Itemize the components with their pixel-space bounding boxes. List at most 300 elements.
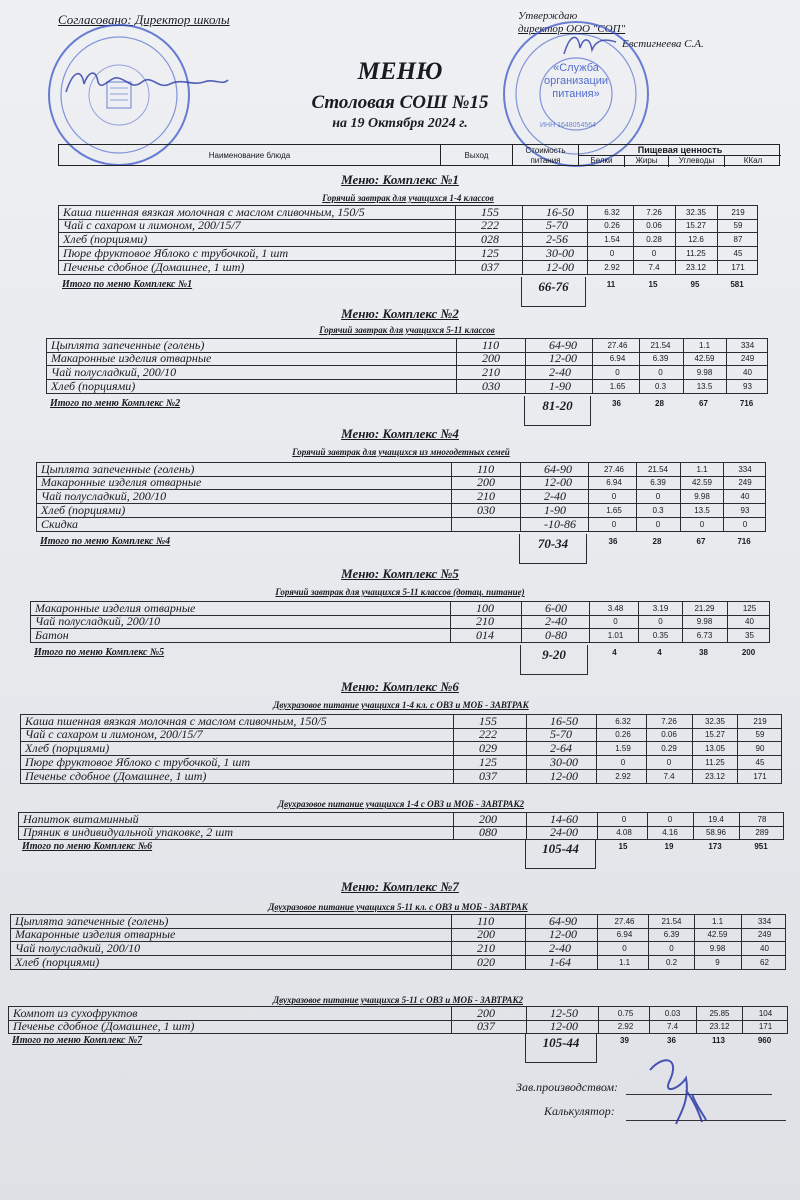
nutrition-proteins: 27.46 <box>607 341 628 350</box>
nutrition-fats: 0.35 <box>652 631 669 640</box>
total-carbs: 67 <box>699 399 708 408</box>
dish-output: 037 <box>481 260 499 274</box>
section-title: Меню: Комплекс №5 <box>341 566 459 581</box>
cell-divider <box>453 770 454 783</box>
menu-row <box>58 247 758 261</box>
nutrition-kcal: 40 <box>760 944 769 953</box>
nutrition-proteins: 0.26 <box>615 730 631 739</box>
dish-price: 14-60 <box>550 812 578 826</box>
nutrition-fats: 0.28 <box>646 235 662 244</box>
menu-row <box>30 629 770 643</box>
col-cost: Стоимость питания <box>513 145 579 165</box>
nutrition-fats: 7.4 <box>666 1022 679 1031</box>
dish-price: 64-90 <box>544 462 572 476</box>
nutrition-fats: 0 <box>658 617 663 626</box>
cell-divider <box>596 756 597 769</box>
col-proteins: Белки <box>579 156 625 167</box>
dish-price: 64-90 <box>549 338 577 352</box>
cell-divider <box>450 602 451 615</box>
menu-title: МЕНЮ <box>357 58 443 85</box>
nutrition-proteins: 0 <box>615 368 620 377</box>
nutrition-fats: 4.16 <box>662 828 678 837</box>
cell-divider <box>520 518 521 531</box>
dish-price: 30-00 <box>546 246 574 260</box>
section-total-price: 70-34 <box>519 534 587 564</box>
cell-divider <box>597 928 598 941</box>
menu-row <box>10 928 786 942</box>
dish-output: 030 <box>477 503 495 517</box>
menu-row <box>20 756 782 770</box>
cell-divider <box>526 728 527 741</box>
cell-divider <box>522 247 523 260</box>
cell-divider <box>521 615 522 628</box>
nutrition-kcal: 171 <box>731 263 745 272</box>
nutrition-proteins: 1.01 <box>607 631 624 640</box>
cell-divider <box>589 602 590 615</box>
nutrition-carbs: 9 <box>715 958 720 967</box>
nutrition-proteins: 1.65 <box>609 382 626 391</box>
cell-divider <box>596 770 597 783</box>
nutrition-carbs: 1.1 <box>698 341 711 350</box>
nutrition-proteins: 1.65 <box>606 506 622 515</box>
total-kcal: 200 <box>741 648 756 657</box>
nutrition-fats: 6.39 <box>650 478 666 487</box>
section-total-label: Итого по меню Комплекс №1 <box>62 279 193 290</box>
col-carbs: Углеводы <box>669 156 725 167</box>
section-total-label: Итого по меню Комплекс №5 <box>34 647 165 658</box>
nutrition-proteins: 0 <box>613 617 618 626</box>
nutrition-kcal: 62 <box>760 958 769 967</box>
dish-price: 16-50 <box>546 205 574 219</box>
nutrition-carbs: 13.5 <box>696 382 713 391</box>
dish-name: Чай полусладкий, 200/10 <box>41 489 167 503</box>
nutrition-kcal: 249 <box>738 478 752 487</box>
nutrition-kcal: 334 <box>757 917 772 926</box>
nutrition-fats: 21.54 <box>647 465 669 474</box>
nutrition-fats: 0 <box>655 492 661 501</box>
cell-divider <box>520 463 521 476</box>
section-total-label: Итого по меню Комплекс №4 <box>40 536 171 547</box>
dish-output: 110 <box>477 914 495 928</box>
nutrition-kcal: 289 <box>755 828 769 837</box>
nutrition-fats: 0.3 <box>654 382 667 391</box>
cell-divider <box>455 233 456 246</box>
dish-name: Чай полусладкий, 200/10 <box>15 941 141 955</box>
total-kcal: 960 <box>757 1036 772 1045</box>
dish-price: 2-40 <box>549 941 571 955</box>
cell-divider <box>588 518 589 531</box>
nutrition-carbs: 11.25 <box>686 249 706 258</box>
nutrition-kcal: 45 <box>733 249 743 258</box>
cell-divider <box>597 942 598 955</box>
dish-name: Чай полусладкий, 200/10 <box>35 614 161 628</box>
cell-divider <box>587 261 588 274</box>
dish-output: 222 <box>479 727 497 741</box>
dish-name: Пюре фруктовое Яблоко с трубочкой, 1 шт <box>25 755 251 769</box>
menu-row <box>20 728 782 742</box>
nutrition-fats: 0 <box>667 815 673 824</box>
nutrition-kcal: 334 <box>740 341 755 350</box>
total-fats: 36 <box>667 1036 676 1045</box>
nutrition-carbs: 15.27 <box>685 221 707 230</box>
nutrition-proteins: 6.94 <box>609 354 626 363</box>
dish-name: Каша пшенная вязкая молочная с маслом сливочным, 150/5 <box>63 205 365 219</box>
menu-row <box>8 1020 788 1034</box>
nutrition-carbs: 32.35 <box>704 717 726 726</box>
total-proteins: 11 <box>606 280 616 289</box>
menu-row <box>10 942 786 956</box>
cell-divider <box>456 380 457 393</box>
dish-output: 210 <box>477 489 495 503</box>
menu-row <box>20 742 782 756</box>
nutrition-carbs: 9.98 <box>709 944 726 953</box>
cell-divider <box>588 504 589 517</box>
nutrition-fats: 7.26 <box>646 208 662 217</box>
section-title: Меню: Комплекс №6 <box>341 679 459 694</box>
section-total-price: 105-44 <box>525 839 596 869</box>
menu-row <box>46 352 768 366</box>
dish-price: 1-90 <box>544 503 566 517</box>
cell-divider <box>456 366 457 379</box>
group-subtitle: Горячий завтрак для учащихся 1-4 классов <box>322 193 494 203</box>
dish-name: Макаронные изделия отварные <box>35 601 196 615</box>
dish-output: 222 <box>481 218 499 232</box>
dish-price: 12-00 <box>544 475 572 489</box>
cell-divider <box>598 1007 599 1020</box>
dish-output: 110 <box>482 338 500 352</box>
nutrition-carbs: 11.25 <box>705 758 725 767</box>
nutrition-proteins: 4.08 <box>616 828 632 837</box>
total-kcal: 716 <box>737 537 751 546</box>
dish-name: Хлеб (порциями) <box>63 232 148 246</box>
dish-price: 0-80 <box>545 628 567 642</box>
cell-divider <box>596 728 597 741</box>
cell-divider <box>526 715 527 728</box>
total-fats: 4 <box>657 648 662 657</box>
nutrition-fats: 0 <box>669 944 674 953</box>
nutrition-fats: 0 <box>655 520 661 529</box>
group-subtitle: Двухразовое питание учащихся 5-11 с ОВЗ и МОБ - ЗАВТРАК2 <box>272 995 524 1005</box>
dish-name: Хлеб (порциями) <box>15 955 100 969</box>
cell-divider <box>592 380 593 393</box>
group-subtitle: Горячий завтрак для учащихся 5-11 классов (дотац. питание) <box>275 587 525 597</box>
nutrition-kcal: 78 <box>757 815 767 824</box>
nutrition-proteins: 2.92 <box>617 1022 634 1031</box>
cell-divider <box>597 915 598 928</box>
nutrition-fats: 6.39 <box>652 354 669 363</box>
nutrition-carbs: 1.1 <box>711 917 724 926</box>
dish-name: Цыплята запеченные (голень) <box>51 338 205 352</box>
cell-divider <box>521 602 522 615</box>
nutrition-carbs: 23.12 <box>709 1022 730 1031</box>
nutrition-carbs: 13.05 <box>704 744 726 753</box>
cell-divider <box>587 206 588 219</box>
dish-output: 200 <box>482 351 500 365</box>
nutrition-kcal: 171 <box>758 1022 773 1031</box>
nutrition-proteins: 6.94 <box>606 478 622 487</box>
col-nutrition: Пищевая ценность <box>579 145 781 156</box>
cell-divider <box>526 742 527 755</box>
dish-output: 037 <box>477 1019 495 1033</box>
dish-output: 210 <box>476 614 494 628</box>
cell-divider <box>589 629 590 642</box>
nutrition-carbs: 23.12 <box>704 772 726 781</box>
cell-divider <box>455 219 456 232</box>
dish-price: 2-40 <box>549 365 571 379</box>
company-seal-text: «Служба организации питания» <box>543 62 609 100</box>
dish-name: Макаронные изделия отварные <box>15 927 176 941</box>
dish-name: Компот из сухофруктов <box>13 1006 138 1020</box>
cell-divider <box>592 366 593 379</box>
nutrition-kcal: 45 <box>755 758 765 767</box>
dish-price: 5-70 <box>550 727 572 741</box>
nutrition-proteins: 6.32 <box>615 717 631 726</box>
dish-output: 080 <box>479 825 497 839</box>
dish-price: 1-64 <box>549 955 571 969</box>
nutrition-kcal: 40 <box>745 617 754 626</box>
nutrition-proteins: 0 <box>611 520 617 529</box>
menu-row <box>36 518 766 532</box>
dish-name: Напиток витаминный <box>23 812 139 826</box>
dish-price: 12-00 <box>550 1019 578 1033</box>
nutrition-kcal: 90 <box>755 744 765 753</box>
nutrition-carbs: 58.96 <box>705 828 727 837</box>
approval-right-line1: Утверждаю <box>518 10 578 22</box>
nutrition-fats: 6.39 <box>663 930 680 939</box>
cell-divider <box>456 339 457 352</box>
dish-price: 12-00 <box>550 769 578 783</box>
nutrition-carbs: 19.4 <box>708 815 724 824</box>
section-total-price: 81-20 <box>524 396 591 426</box>
nutrition-fats: 7.4 <box>663 772 675 781</box>
nutrition-kcal: 171 <box>753 772 767 781</box>
dish-output: 100 <box>476 601 494 615</box>
section-total-price: 105-44 <box>525 1033 597 1063</box>
total-proteins: 4 <box>612 648 617 657</box>
cell-divider <box>597 956 598 969</box>
dish-price: 1-90 <box>549 379 571 393</box>
nutrition-fats: 0 <box>651 249 657 258</box>
cell-divider <box>451 1007 452 1020</box>
cell-divider <box>522 261 523 274</box>
cell-divider <box>598 1020 599 1033</box>
dish-name: Чай с сахаром и лимоном, 200/15/7 <box>25 727 203 741</box>
cell-divider <box>526 813 527 826</box>
cell-divider <box>453 813 454 826</box>
production-manager-label: Зав.производством: <box>516 1080 619 1094</box>
dish-name: Пюре фруктовое Яблоко с трубочкой, 1 шт <box>63 246 289 260</box>
cell-divider <box>526 826 527 839</box>
cell-divider <box>525 380 526 393</box>
cell-divider <box>520 490 521 503</box>
nutrition-proteins: 1.59 <box>615 744 631 753</box>
dish-output: 029 <box>479 741 497 755</box>
nutrition-carbs: 25.85 <box>709 1009 730 1018</box>
col-fats: Жиры <box>625 156 669 167</box>
cell-divider <box>451 518 452 531</box>
dish-name: Макаронные изделия отварные <box>41 475 202 489</box>
cell-divider <box>596 742 597 755</box>
cell-divider <box>597 826 598 839</box>
nutrition-kcal: 219 <box>731 208 745 217</box>
nutrition-carbs: 13.5 <box>694 506 710 515</box>
dish-output: 110 <box>477 462 495 476</box>
nutrition-kcal: 219 <box>753 717 767 726</box>
menu-row <box>58 219 758 233</box>
nutrition-kcal: 249 <box>740 354 755 363</box>
nutrition-carbs: 15.27 <box>704 730 726 739</box>
group-subtitle: Горячий завтрак для учащихся из многодетных семей <box>292 447 510 457</box>
menu-row <box>10 956 786 970</box>
col-output: Выход <box>441 145 513 165</box>
group-subtitle: Двухразовое питание учащихся 5-11 кл. с ОВЗ и МОБ - ЗАВТРАК <box>268 902 528 912</box>
nutrition-carbs: 21.29 <box>694 604 715 613</box>
total-carbs: 38 <box>699 648 708 657</box>
dish-output: 200 <box>479 812 497 826</box>
dish-price: 12-00 <box>549 927 577 941</box>
cell-divider <box>525 352 526 365</box>
nutrition-fats: 0.06 <box>661 730 677 739</box>
section-total-label: Итого по меню Комплекс №6 <box>22 841 153 852</box>
menu-row <box>46 366 768 380</box>
cell-divider <box>587 219 588 232</box>
dish-output: 210 <box>482 365 500 379</box>
cell-divider <box>526 756 527 769</box>
dish-output: 030 <box>482 379 500 393</box>
dish-output: 037 <box>479 769 497 783</box>
calculator-label: Калькулятор: <box>544 1104 615 1118</box>
dish-name: Скидка <box>41 517 79 531</box>
cell-divider <box>451 956 452 969</box>
cell-divider <box>453 715 454 728</box>
cell-divider <box>451 915 452 928</box>
dish-output: 155 <box>481 205 499 219</box>
nutrition-fats: 7.4 <box>648 263 660 272</box>
cell-divider <box>588 463 589 476</box>
cell-divider <box>450 629 451 642</box>
cell-divider <box>588 476 589 489</box>
nutrition-proteins: 3.48 <box>607 604 624 613</box>
dish-price: 2-64 <box>550 741 572 755</box>
menu-row <box>58 233 758 247</box>
nutrition-carbs: 0 <box>699 520 705 529</box>
total-fats: 28 <box>655 399 664 408</box>
dish-price: 6-00 <box>545 601 567 615</box>
nutrition-carbs: 32.35 <box>685 208 707 217</box>
total-fats: 28 <box>652 537 662 546</box>
nutrition-kcal: 125 <box>742 604 757 613</box>
dish-name: Печенье сдобное (Домашнее, 1 шт) <box>63 260 245 274</box>
total-carbs: 67 <box>696 537 706 546</box>
nutrition-carbs: 42.59 <box>691 478 713 487</box>
total-kcal: 951 <box>754 842 768 851</box>
col-name: Наименование блюда <box>59 145 441 165</box>
nutrition-fats: 21.54 <box>661 917 682 926</box>
col-kcal: ККал <box>743 156 763 165</box>
cell-divider <box>525 928 526 941</box>
menu-row <box>18 826 784 840</box>
total-carbs: 113 <box>712 1036 725 1045</box>
dish-output: 014 <box>476 628 494 642</box>
total-kcal: 581 <box>730 280 744 289</box>
cell-divider <box>451 928 452 941</box>
cell-divider <box>525 956 526 969</box>
cell-divider <box>455 261 456 274</box>
cell-divider <box>455 206 456 219</box>
dish-name: Цыплята запеченные (голень) <box>15 914 169 928</box>
dish-price: 24-00 <box>550 825 578 839</box>
cell-divider <box>522 233 523 246</box>
total-proteins: 15 <box>618 842 628 851</box>
cell-divider <box>522 206 523 219</box>
cell-divider <box>450 615 451 628</box>
company-seal-inn: ИНН 1648054564 <box>540 122 597 129</box>
nutrition-proteins: 6.94 <box>616 930 633 939</box>
total-fats: 19 <box>664 842 674 851</box>
nutrition-kcal: 93 <box>743 382 752 391</box>
nutrition-fats: 3.19 <box>652 604 669 613</box>
dish-output: 200 <box>477 1006 495 1020</box>
total-carbs: 95 <box>690 280 700 289</box>
nutrition-carbs: 42.59 <box>694 354 715 363</box>
cell-divider <box>453 756 454 769</box>
approval-right-line2: директор ООО "СОП" <box>518 23 626 35</box>
menu-row <box>58 261 758 275</box>
group-subtitle: Двухразовое питание учащихся 1-4 кл. с ОВЗ и МОБ - ЗАВТРАК <box>273 700 529 710</box>
section-title: Меню: Комплекс №7 <box>341 879 459 894</box>
nutrition-kcal: 334 <box>738 465 752 474</box>
cell-divider <box>456 352 457 365</box>
dish-output: 200 <box>477 927 495 941</box>
nutrition-fats: 7.26 <box>661 717 677 726</box>
nutrition-kcal: 104 <box>758 1009 773 1018</box>
dish-price: 2-56 <box>546 232 568 246</box>
nutrition-proteins: 0.26 <box>604 221 620 230</box>
nutrition-fats: 0.06 <box>646 221 662 230</box>
nutrition-proteins: 27.46 <box>603 465 625 474</box>
dish-price: 12-00 <box>549 351 577 365</box>
cell-divider <box>525 942 526 955</box>
dish-name: Макаронные изделия отварные <box>51 351 212 365</box>
nutrition-carbs: 42.59 <box>707 930 728 939</box>
nutrition-proteins: 1.1 <box>618 958 631 967</box>
cell-divider <box>451 1020 452 1033</box>
cell-divider <box>453 728 454 741</box>
cell-divider <box>451 942 452 955</box>
cell-divider <box>525 339 526 352</box>
nutrition-fats: 0.3 <box>652 506 664 515</box>
dish-output: 028 <box>481 232 499 246</box>
cell-divider <box>453 826 454 839</box>
cell-divider <box>588 490 589 503</box>
canteen-name: Столовая СОШ №15 <box>311 92 489 113</box>
section-total-label: Итого по меню Комплекс №2 <box>50 398 181 409</box>
dish-name: Хлеб (порциями) <box>41 503 126 517</box>
nutrition-proteins: 0 <box>609 249 615 258</box>
dish-price: 5-70 <box>546 218 568 232</box>
nutrition-fats: 0 <box>658 368 663 377</box>
nutrition-proteins: 27.46 <box>614 917 635 926</box>
cell-divider <box>525 915 526 928</box>
nutrition-kcal: 59 <box>755 730 765 739</box>
nutrition-fats: 0 <box>666 758 672 767</box>
dish-name: Каша пшенная вязкая молочная с маслом сливочным, 150/5 <box>25 714 327 728</box>
total-proteins: 39 <box>620 1036 629 1045</box>
nutrition-carbs: 9.98 <box>696 368 713 377</box>
menu-row <box>36 504 766 518</box>
total-proteins: 36 <box>608 537 618 546</box>
menu-row <box>46 380 768 394</box>
